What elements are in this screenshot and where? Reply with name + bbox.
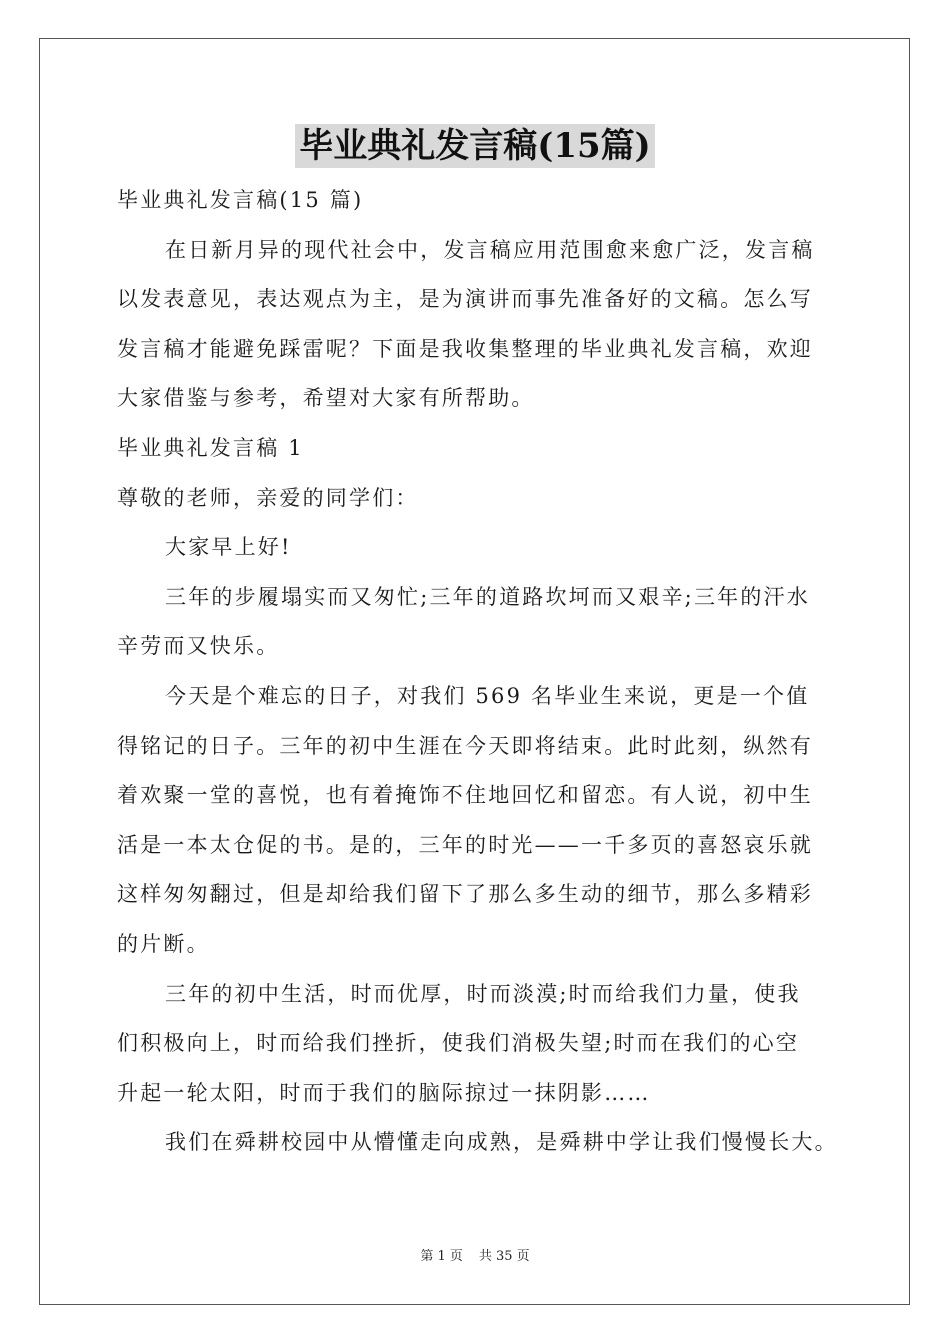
- text-line: 毕业典礼发言稿 1: [117, 435, 304, 460]
- title-container: [0, 124, 950, 168]
- document-title: 毕业典礼发言稿(15篇): [295, 124, 655, 168]
- text-line: 今天是个难忘的日子，对我们 569 名毕业生来说，更是一个值: [165, 683, 810, 708]
- text-line: 毕业典礼发言稿(15 篇): [117, 188, 364, 212]
- text-line: 以发表意见，表达观点为主，是为演讲而事先准备好的文稿。怎么写: [117, 287, 813, 312]
- text-line: 大家早上好!: [165, 535, 292, 560]
- text-line: 升起一轮太阳，时而于我们的脑际掠过一抹阴影……: [117, 1080, 651, 1105]
- text-line: 我们在舜耕校园中从懵懂走向成熟，是舜耕中学让我们慢慢长大。: [165, 1130, 838, 1155]
- page-total: 共 35 页: [478, 1249, 530, 1264]
- text-line: 尊敬的老师，亲爱的同学们：: [117, 485, 419, 510]
- page-number: 第 1 页: [420, 1249, 463, 1264]
- text-line: 在日新月异的现代社会中，发言稿应用范围愈来愈广泛，发言稿: [165, 237, 815, 262]
- page-footer: [0, 1245, 950, 1264]
- text-line: 三年的步履塌实而又匆忙;三年的道路坎坷而又艰辛;三年的汗水: [165, 584, 810, 609]
- text-line: 着欢聚一堂的喜悦，也有着掩饰不住地回忆和留恋。有人说，初中生: [117, 783, 813, 808]
- text-line: 得铭记的日子。三年的初中生涯在今天即将结束。此时此刻，纵然有: [117, 733, 813, 758]
- text-line: 大家借鉴与参考，希望对大家有所帮助。: [117, 386, 535, 411]
- text-line: 们积极向上，时而给我们挫折，使我们消极失望;时而在我们的心空: [117, 1031, 800, 1056]
- text-line: 辛劳而又快乐。: [117, 634, 280, 659]
- text-line: 的片断。: [117, 931, 210, 956]
- document-body: [117, 176, 857, 1168]
- text-line: 活是一本太仓促的书。是的，三年的时光——一千多页的喜怒哀乐就: [117, 832, 813, 857]
- text-line: 发言稿才能避免踩雷呢？下面是我收集整理的毕业典礼发言稿，欢迎: [117, 336, 813, 361]
- text-line: 这样匆匆翻过，但是却给我们留下了那么多生动的细节，那么多精彩: [117, 882, 813, 907]
- text-line: 三年的初中生活，时而优厚，时而淡漠;时而给我们力量，使我: [165, 981, 801, 1006]
